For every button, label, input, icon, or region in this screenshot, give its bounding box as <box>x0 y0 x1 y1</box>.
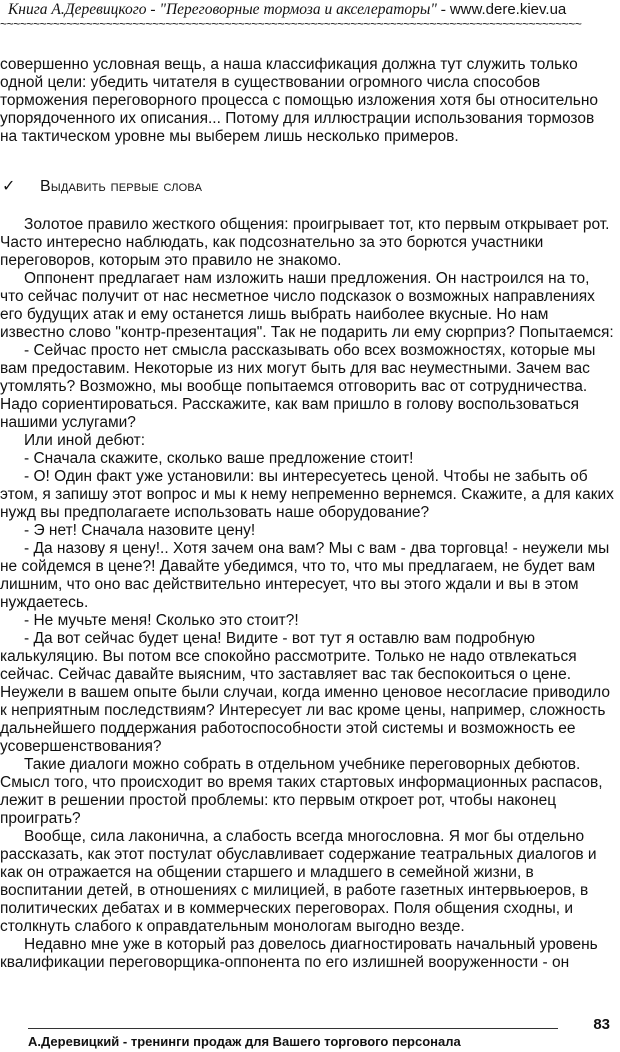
paragraph: Недавно мне уже в который раз довелось диагностировать начальный уровень квалификации переговорщика-оппонента по его излишней вооруженности - он <box>0 936 598 971</box>
paragraph: - Да вот сейчас будет цена! Видите - вот тут я оставлю вам подробную калькуляцию. Вы потом все спокойно рассмотрите. Только не надо отвлекаться сейчас. Сейчас давайте выясним, что заставляет вас так беспокоиться о цене. Неужели в вашем опыте были случаи, когда именно ценовое несогласие приводило к неприятным последствиям? Интересует ли вас кроме цены, например, сложность дальнейшего поддержания работоспособности этой системы и возможность ее усовершенствования? <box>0 630 611 755</box>
paragraph: Такие диалоги можно собрать в отдельном учебнике переговорных дебютов. Смысл того, что происходит во время таких стартовых информационных распасов, лежит в решении простой проблемы: кто первым откроет рот, чтобы наконец проиграть? <box>0 756 603 827</box>
paragraph: - О! Один факт уже установили: вы интересуетесь ценой. Чтобы не забыть об этом, я запишу этот вопрос и мы к нему непременно вернемся. Скажите, а для каких нужд вы предполагаете использовать наше оборудование? <box>0 468 614 521</box>
section-title: выдавить первые слова <box>40 178 203 195</box>
paragraph: Оппонент предлагает нам изложить наши предложения. Он настроился на то, что сейчас получит от нас несметное число подсказок о возможных направлениях его будущих атак и ему останется лишь выбрать наиболее вкусные. Но нам известно слово "контр-презентация". Так не подарить ли ему сюрприз? Попытаемся: <box>0 270 614 341</box>
tilde-rule: ~~~~~~~~~~~~~~~~~~~~~~~~~~~~~~~~~~~~~~~~~~~~~~~~~~~~~~~~~~~~~~~~~~~~~~~~~~~~~~~~~~~~~~~~ <box>0 18 582 30</box>
intro-block <box>0 56 614 146</box>
book-title: Книга А.Деревицкого - "Переговорные тормоза и акселераторы" - <box>8 1 450 18</box>
paragraph: Или иной дебют: <box>24 432 146 449</box>
page-number: 83 <box>593 1016 610 1033</box>
section-heading <box>0 177 600 197</box>
paragraph: Золотое правило жесткого общения: проигрывает тот, кто первым открывает рот. Часто интересно наблюдать, как подсознательно за это борются участники переговоров, которым это правило не знакомо. <box>0 216 610 269</box>
paragraph: - Не мучьте меня! Сколько это стоит?! <box>24 612 299 629</box>
paragraph: - Сначала скажите, сколько ваше предложение стоит! <box>24 450 414 467</box>
paragraph: Вообще, сила лаконична, а слабость всегда многословна. Я мог бы отдельно рассказать, как этот постулат обуславливает содержание театральных диалогов и как он отражается на общении старшего и младшего в семейной жизни, в воспитании детей, в отношениях с милицией, в работе газетных интервьюеров, в политических дебатах и в коммерческих переговорах. Поля общения сходны, и столкнуть слабого к оправдательным монологам выгодно везде. <box>0 828 597 935</box>
paragraph: - Э нет! Сначала назовите цену! <box>24 522 256 539</box>
page-header <box>0 0 620 36</box>
footer-divider <box>28 1028 558 1029</box>
footer-text: А.Деревицкий - тренинги продаж для Вашего торгового персонала <box>28 1034 461 1049</box>
article-body <box>0 216 614 972</box>
header-line <box>8 1 566 19</box>
paragraph: - Сейчас просто нет смысла рассказывать обо всех возможностях, которые мы вам предоставим. Некоторые из них могут быть для вас неуместными. Зачем вас утомлять? Возможно, мы вообще попытаемся отговорить вас от сотрудничества. Надо сориентироваться. Расскажите, как вам пришло в голову воспользоваться нашими услугами? <box>0 342 596 431</box>
intro-paragraph: совершенно условная вещь, а наша классификация должна тут служить только одной цели: убедить читателя в существовании огромного числа способов торможения переговорного процесса с помощью изложения хотя бы относительно упорядоченного их описания... Потому для иллюстрации использования тормозов на тактическом уровне мы выберем лишь несколько примеров. <box>0 56 599 145</box>
checkmark-icon: ✓ <box>2 178 16 195</box>
site-link[interactable]: www.dere.kiev.ua <box>449 1 567 18</box>
paragraph: - Да назову я цену!.. Хотя зачем она вам? Мы с вам - два торговца! - неужели мы не сойдемся в цене?! Давайте убедимся, что то, что мы предлагаем, не будет вам лишним, что оно вас действительно интересует, что вы этого ждали и вы в этом нуждаетесь. <box>0 540 610 611</box>
